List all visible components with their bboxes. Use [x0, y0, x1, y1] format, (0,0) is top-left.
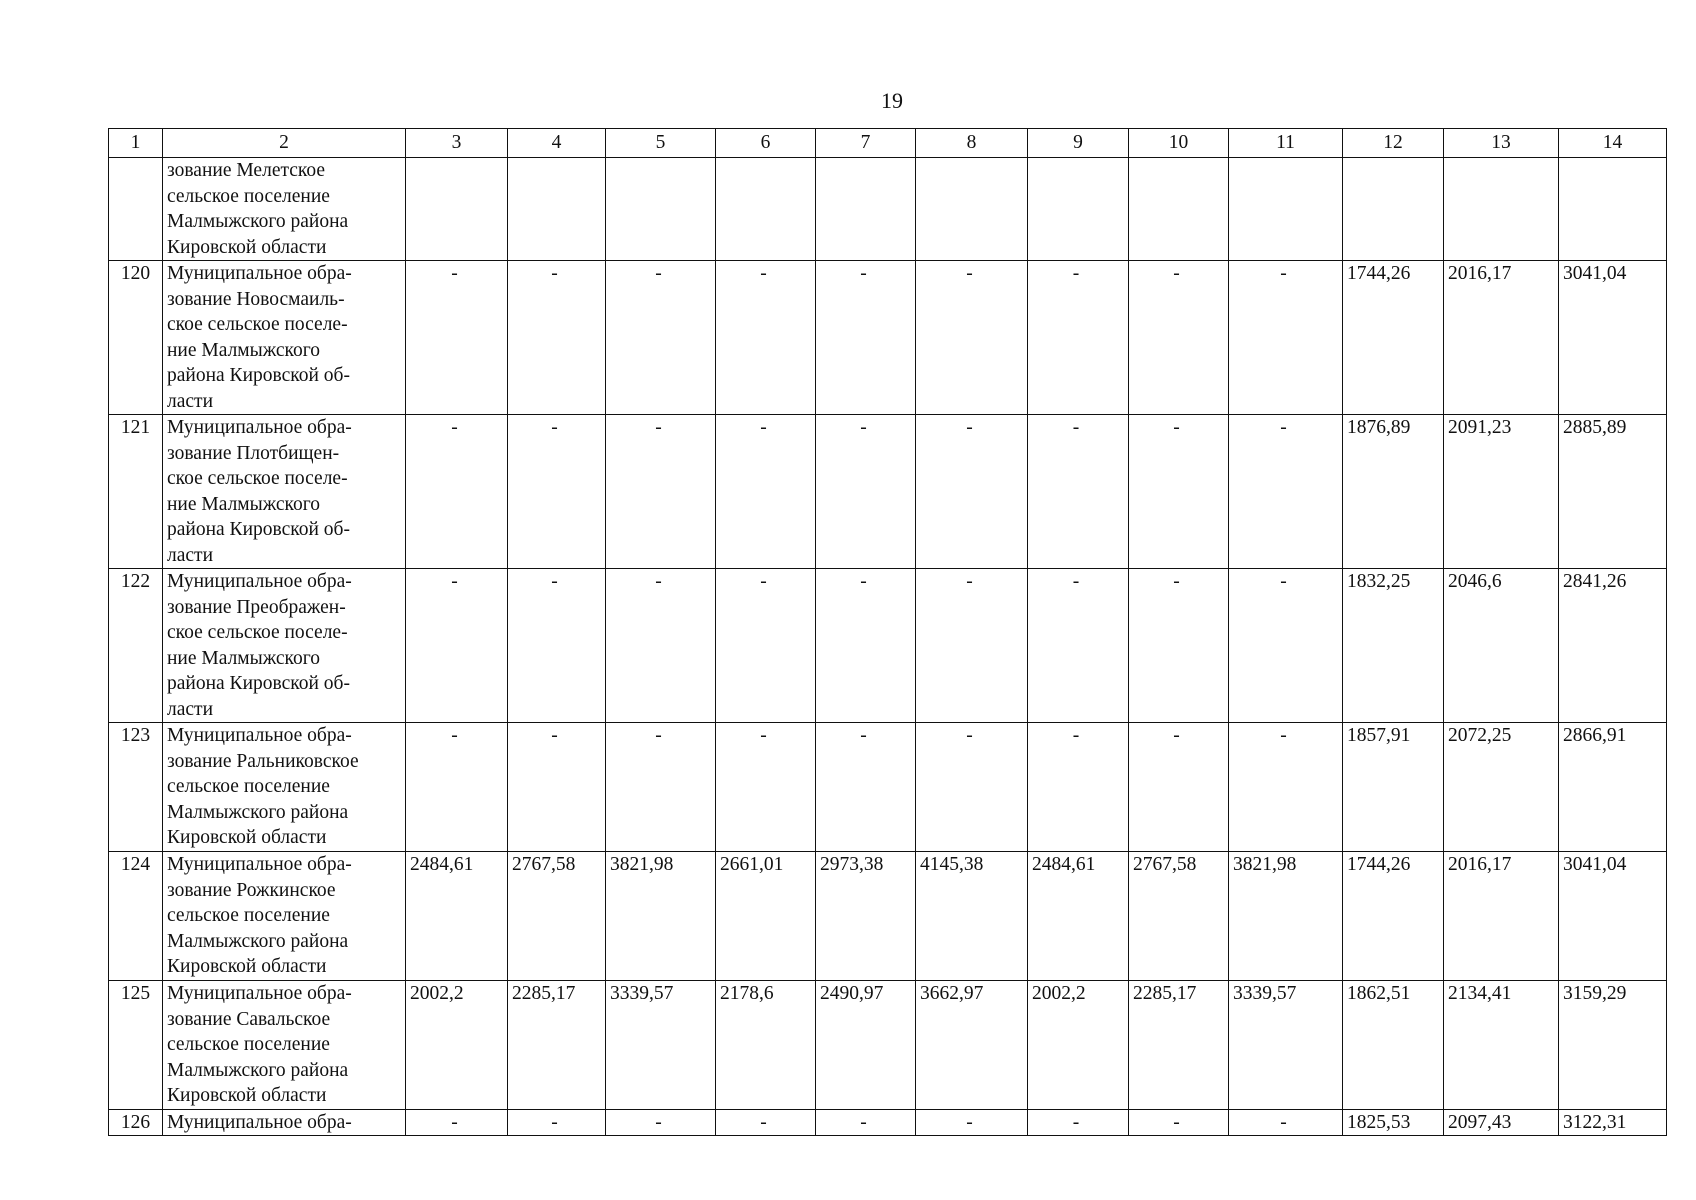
value-cell-col-3: -: [406, 723, 508, 852]
value-cell-col-13: 2097,43: [1444, 1109, 1559, 1136]
column-header-13: 13: [1444, 129, 1559, 158]
name-line: сельское поселение: [167, 1034, 330, 1055]
value-cell-col-10: -: [1129, 1109, 1229, 1136]
value-cell-col-10: -: [1129, 569, 1229, 723]
column-header-4: 4: [508, 129, 606, 158]
value-cell-col-10: -: [1129, 261, 1229, 415]
value-cell-col-10: 2285,17: [1129, 981, 1229, 1110]
name-line: зование Ральниковское: [167, 750, 359, 772]
municipality-name: [163, 1109, 406, 1136]
value-cell-col-4: -: [508, 1109, 606, 1136]
value-cell-col-9: [1028, 158, 1129, 261]
value-cell-col-12: 1825,53: [1343, 1109, 1444, 1136]
column-header-7: 7: [816, 129, 916, 158]
name-line: Муниципальное обра-: [167, 571, 352, 592]
value-cell-col-7: [816, 158, 916, 261]
value-cell-col-9: 2484,61: [1028, 852, 1129, 981]
column-header-6: 6: [716, 129, 816, 158]
value-cell-col-13: 2134,41: [1444, 981, 1559, 1110]
name-line: ское сельское поселе-: [167, 314, 348, 335]
value-cell-col-6: -: [716, 723, 816, 852]
value-cell-col-8: -: [916, 261, 1028, 415]
value-cell-col-14: 3122,31: [1559, 1109, 1667, 1136]
value-cell-col-14: 2866,91: [1559, 723, 1667, 852]
value-cell-col-12: 1862,51: [1343, 981, 1444, 1110]
value-cell-col-6: -: [716, 569, 816, 723]
name-line: Малмыжского района: [167, 211, 349, 232]
value-cell-col-13: 2091,23: [1444, 415, 1559, 569]
value-cell-col-3: [406, 158, 508, 261]
value-cell-col-4: [508, 158, 606, 261]
value-cell-col-5: -: [606, 1109, 716, 1136]
value-cell-col-3: -: [406, 1109, 508, 1136]
value-cell-col-4: -: [508, 261, 606, 415]
table-row: [109, 981, 1667, 1110]
row-number: 125: [109, 981, 163, 1110]
name-line: сельское поселение: [167, 185, 330, 207]
value-cell-col-6: -: [716, 1109, 816, 1136]
municipality-name: [163, 261, 406, 415]
value-cell-col-13: 2016,17: [1444, 261, 1559, 415]
column-header-2: 2: [163, 129, 406, 158]
name-line: Кировской области: [167, 956, 327, 977]
column-header-12: 12: [1343, 129, 1444, 158]
row-number: 126: [109, 1109, 163, 1136]
value-cell-col-9: -: [1028, 569, 1129, 723]
column-header-8: 8: [916, 129, 1028, 158]
value-cell-col-6: [716, 158, 816, 261]
value-cell-col-9: -: [1028, 723, 1129, 852]
name-line: Малмыжского района: [167, 1059, 349, 1081]
name-line: зование Плотбищен-: [167, 442, 340, 464]
value-cell-col-4: -: [508, 415, 606, 569]
value-cell-col-11: -: [1229, 261, 1343, 415]
value-cell-col-7: -: [816, 723, 916, 852]
column-header-1: 1: [109, 129, 163, 158]
value-cell-col-5: 3339,57: [606, 981, 716, 1110]
value-cell-col-4: 2767,58: [508, 852, 606, 981]
value-cell-col-10: [1129, 158, 1229, 261]
name-line: зование Преображен-: [167, 596, 346, 618]
value-cell-col-12: 1876,89: [1343, 415, 1444, 569]
table-header: [109, 129, 1667, 158]
municipality-name: [163, 981, 406, 1110]
value-cell-col-8: -: [916, 723, 1028, 852]
value-cell-col-3: -: [406, 415, 508, 569]
value-cell-col-7: -: [816, 261, 916, 415]
value-cell-col-11: -: [1229, 415, 1343, 569]
name-line: района Кировской об-: [167, 519, 350, 540]
value-cell-col-5: -: [606, 261, 716, 415]
value-cell-col-14: 3041,04: [1559, 261, 1667, 415]
column-header-14: 14: [1559, 129, 1667, 158]
value-cell-col-6: 2178,6: [716, 981, 816, 1110]
name-line: ласти: [167, 390, 213, 412]
value-cell-col-11: 3821,98: [1229, 852, 1343, 981]
value-cell-col-3: -: [406, 261, 508, 415]
municipality-name: [163, 158, 406, 261]
table-row: [109, 852, 1667, 981]
value-cell-col-6: -: [716, 415, 816, 569]
column-header-10: 10: [1129, 129, 1229, 158]
value-cell-col-14: [1559, 158, 1667, 261]
value-cell-col-13: 2046,6: [1444, 569, 1559, 723]
value-cell-col-12: 1857,91: [1343, 723, 1444, 852]
value-cell-col-9: -: [1028, 415, 1129, 569]
row-number: 120: [109, 261, 163, 415]
name-line: района Кировской об-: [167, 365, 350, 386]
value-cell-col-7: 2490,97: [816, 981, 916, 1110]
name-line: Муниципальное обра-: [167, 983, 352, 1004]
name-line: зование Мелетское: [167, 160, 326, 181]
name-line: ние Малмыжского: [167, 647, 321, 669]
value-cell-col-3: 2002,2: [406, 981, 508, 1110]
row-number: [109, 158, 163, 261]
value-cell-col-10: 2767,58: [1129, 852, 1229, 981]
value-cell-col-10: -: [1129, 415, 1229, 569]
value-cell-col-14: 2885,89: [1559, 415, 1667, 569]
value-cell-col-14: 2841,26: [1559, 569, 1667, 723]
value-cell-col-3: 2484,61: [406, 852, 508, 981]
name-line: Муниципальное обра-: [167, 725, 352, 746]
name-line: зование Рожкинское: [167, 879, 336, 901]
row-number: 123: [109, 723, 163, 852]
value-cell-col-5: -: [606, 415, 716, 569]
value-cell-col-7: 2973,38: [816, 852, 916, 981]
name-line: Малмыжского района: [167, 930, 349, 952]
name-line: ласти: [167, 544, 213, 566]
value-cell-col-8: 3662,97: [916, 981, 1028, 1110]
value-cell-col-13: 2016,17: [1444, 852, 1559, 981]
column-header-9: 9: [1028, 129, 1129, 158]
name-line: ское сельское поселе-: [167, 468, 348, 489]
value-cell-col-5: -: [606, 723, 716, 852]
municipality-name: [163, 415, 406, 569]
value-cell-col-12: 1832,25: [1343, 569, 1444, 723]
name-line: Малмыжского района: [167, 801, 349, 823]
table-row: [109, 569, 1667, 723]
value-cell-col-8: -: [916, 569, 1028, 723]
value-cell-col-8: -: [916, 1109, 1028, 1136]
value-cell-col-4: -: [508, 723, 606, 852]
value-cell-col-14: 3159,29: [1559, 981, 1667, 1110]
name-line: Муниципальное обра-: [167, 854, 352, 875]
value-cell-col-11: -: [1229, 569, 1343, 723]
value-cell-col-11: 3339,57: [1229, 981, 1343, 1110]
tariff-table: [108, 128, 1667, 1136]
value-cell-col-8: 4145,38: [916, 852, 1028, 981]
value-cell-col-5: 3821,98: [606, 852, 716, 981]
name-line: зование Савальское: [167, 1008, 331, 1030]
row-number: 122: [109, 569, 163, 723]
name-line: Кировской области: [167, 236, 327, 258]
value-cell-col-9: -: [1028, 261, 1129, 415]
value-cell-col-11: [1229, 158, 1343, 261]
value-cell-col-4: -: [508, 569, 606, 723]
municipality-name: [163, 569, 406, 723]
value-cell-col-12: [1343, 158, 1444, 261]
table-row: [109, 261, 1667, 415]
name-line: ское сельское поселе-: [167, 622, 348, 643]
municipality-name: [163, 723, 406, 852]
table-row: [109, 158, 1667, 261]
municipality-name: [163, 852, 406, 981]
value-cell-col-11: -: [1229, 1109, 1343, 1136]
value-cell-col-6: -: [716, 261, 816, 415]
name-line: Кировской области: [167, 827, 327, 848]
value-cell-col-14: 3041,04: [1559, 852, 1667, 981]
name-line: Муниципальное обра-: [167, 417, 352, 438]
value-cell-col-13: [1444, 158, 1559, 261]
name-line: сельское поселение: [167, 905, 330, 926]
name-line: Кировской области: [167, 1085, 327, 1106]
value-cell-col-5: [606, 158, 716, 261]
column-header-3: 3: [406, 129, 508, 158]
value-cell-col-13: 2072,25: [1444, 723, 1559, 852]
name-line: Муниципальное обра-: [167, 263, 352, 284]
value-cell-col-5: -: [606, 569, 716, 723]
column-header-11: 11: [1229, 129, 1343, 158]
value-cell-col-12: 1744,26: [1343, 261, 1444, 415]
name-line: ние Малмыжского: [167, 339, 321, 361]
name-line: Муниципальное обра-: [167, 1111, 352, 1133]
table-body: [109, 158, 1667, 1136]
value-cell-col-11: -: [1229, 723, 1343, 852]
value-cell-col-12: 1744,26: [1343, 852, 1444, 981]
table-row: [109, 1109, 1667, 1136]
table-row: [109, 415, 1667, 569]
value-cell-col-10: -: [1129, 723, 1229, 852]
name-line: зование Новосмаиль-: [167, 288, 345, 310]
value-cell-col-3: -: [406, 569, 508, 723]
value-cell-col-9: -: [1028, 1109, 1129, 1136]
column-header-5: 5: [606, 129, 716, 158]
value-cell-col-7: -: [816, 1109, 916, 1136]
value-cell-col-4: 2285,17: [508, 981, 606, 1110]
value-cell-col-8: [916, 158, 1028, 261]
name-line: ние Малмыжского: [167, 493, 321, 515]
header-row: [109, 129, 1667, 158]
value-cell-col-7: -: [816, 415, 916, 569]
value-cell-col-6: 2661,01: [716, 852, 816, 981]
row-number: 121: [109, 415, 163, 569]
table-row: [109, 723, 1667, 852]
page-number: 19: [881, 88, 903, 113]
name-line: сельское поселение: [167, 776, 330, 797]
row-number: 124: [109, 852, 163, 981]
value-cell-col-8: -: [916, 415, 1028, 569]
value-cell-col-7: -: [816, 569, 916, 723]
value-cell-col-9: 2002,2: [1028, 981, 1129, 1110]
name-line: района Кировской об-: [167, 673, 350, 694]
name-line: ласти: [167, 698, 213, 720]
